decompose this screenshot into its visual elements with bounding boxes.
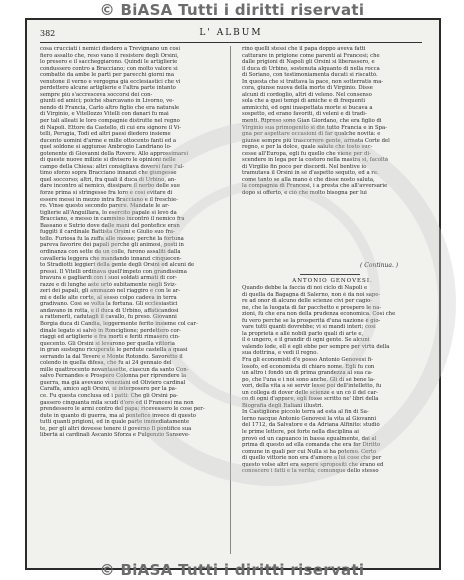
watermark-top: © BiASA Tutti i diritti riservati — [99, 1, 365, 19]
text-line: provò ed un capuanco in bassa egualmente, dai al — [242, 435, 377, 442]
text-line: tiglierie all'Anguillara, lo esercito papale si levò da — [40, 209, 177, 216]
text-line: di Napoli. Ettore da Castello, di cui era signore il Vi- — [40, 124, 182, 131]
text-line: scendere in lega per la costoro nella mastra si, facoltà — [242, 157, 389, 164]
text-line: zeri dei papali, gli ammazzò nel riaggiro e con le ar- — [40, 288, 181, 295]
text-line: pareva favorire dei papali perché gli animosi, posti in — [40, 242, 184, 249]
text-line: Bassano e Sutrio dove dalle mani del pontefice eran — [40, 222, 180, 229]
text-line: fiero assalto che, reso vano il resistere degli Orsini, — [40, 52, 179, 59]
text-line: salvo Fernandes e Prospero Colonna per riprendere la — [40, 373, 187, 380]
text-line: Quando debbe la faccia di noi ciclo di Napoli e — [242, 285, 368, 291]
text-line: te, per gli altri dovesse tenere il governo Il pontifice sua — [40, 425, 192, 432]
text-line: Virginio sua primogenito si diè tutto Francia e in Spa- — [242, 124, 387, 131]
text-line: ro. Vinse questo secondo parere. Mandate le ar- — [40, 203, 170, 210]
text-line: conoscere i fatti e la verità; comunque dello stesso — [242, 468, 379, 475]
text-line: campo della Chiesa: altri consigliava doversi fare l'ul- — [40, 163, 185, 170]
text-line: pressi. Il Vitelli ordinava quell'impeto con grandissima — [40, 268, 187, 275]
text-line: le prime lettere, poi forte nella disciplina ai — [242, 429, 359, 436]
text-line: cesse all'Europa, egli fu quello che viene per di- — [242, 150, 371, 157]
text-line: Borgia duca di Candia, leggermente ferito insieme col car- — [40, 320, 198, 327]
text-line: questo volse altri era sapere spropositi che erano ed — [242, 461, 384, 468]
text-line: giunti ed amici; poiché sbarcavano in Livorno, ve- — [40, 98, 175, 105]
text-line: perdettero alcune artiglierie e l'altra parte intanto — [40, 85, 176, 92]
text-line: razze e di lunghe aste urtò subitamente negli Sviz- — [40, 281, 177, 288]
text-line: fu vero perché se la prosperità d'una nazione è gio- — [242, 317, 381, 324]
text-line: comune in quali per cui Nulla si ha potemo. Certo — [242, 448, 377, 455]
text-line: di Virgilio fin poco per discordi. Nel bentive io — [242, 163, 367, 170]
page-number: 382 — [40, 29, 56, 38]
text-line: essere messi in mezzo intra Bracciano e il freschie- — [40, 196, 178, 203]
text-line: guerra, ma già avevano veneziani ed Oliviero cardinal — [40, 379, 186, 386]
text-line: sempre più s'accresceva soccorsi dei con- — [40, 91, 153, 98]
text-line: forze prima si stringesse fra loro e così evitare di — [40, 190, 173, 197]
text-line: ducento uomini d'arme e mille ottocento fanti ed a — [40, 137, 177, 144]
text-line: to Stradiotti leggieri della gente degli Orsini ed alcuni de — [40, 262, 195, 269]
text-line: po, che l'una e i noi sono anche. Gli di sé bene la- — [242, 376, 375, 383]
text-line: gradivano. Così se volta la fortuna. Gli ecclesiastici — [40, 301, 178, 308]
text-line: come tanto se alla mano è che disse nosto saluta, — [242, 176, 375, 183]
text-line: quel soldone si aggiunse Ambrogio Landriano lo- — [40, 144, 172, 151]
watermark-bottom: © BiASA Tutti i diritti riservati — [99, 561, 365, 579]
text-line: il duca di Urbino, sostenuta alquanto di nella rocca — [242, 65, 380, 72]
text-line: lo presero e il saccheggiarono. Quindi le artiglierie — [40, 59, 178, 66]
text-line: mi e delle alte corte, al sesso colpo cadeva in terra — [40, 294, 177, 301]
text-line: sua dottrina, e vedi il regno. — [242, 350, 319, 357]
journal-title: L' ALBUM — [199, 28, 263, 38]
text-line: Biografia degli Italiani illustri. — [242, 402, 324, 409]
text-line: andavano in rotta, e il duca di Urbino, affaticandosi — [40, 307, 179, 314]
text-line: Bracciano, e messo in cammino incontrò il nemico fra — [40, 216, 185, 223]
text-line: ordinanza con sette da un colle, furono assaliti dalla — [40, 248, 181, 255]
article-heading: ANTONIO GENOVESI. — [292, 278, 373, 284]
text-line: del 1712, da Salvatore e da Adriana Alfinito: studiò — [242, 422, 380, 429]
text-line: telli, Perugia, Todi ed altri paesi diedero insieme — [40, 131, 171, 138]
text-line: In Castiglione piccolo terra ad esta al fin di Sa- — [242, 409, 369, 416]
text-line: tutti quanti prigioni, ed in quale parte immediatamente — [40, 419, 190, 426]
text-line: la proprietà e allè nobili parlo quali di arte e, — [242, 330, 364, 337]
text-line: prendessero le armi contro del papa; ricevessero le cose per- — [40, 406, 205, 413]
text-line: bravura e gagliardi con i suoi soldati armati di cor- — [40, 275, 178, 282]
text-line: la compagnia di Francesi, i a presta che all'avversarie — [242, 183, 388, 190]
text-line: di Virginio, e Vitellozzo Vitelli con danari fu mai — [40, 111, 169, 118]
text-line: ce. Fu questa conclusa ed i patti: Che gli Orsini pa- — [40, 392, 178, 399]
text-line: timo sforzo sopra Bracciano innanzi che giungesse — [40, 170, 177, 177]
text-line: sola che a quei tempi di amiche e di frequenti — [242, 98, 366, 105]
text-line: un altro i fondò un di prima grandezza al sua ca- — [242, 370, 373, 377]
text-line: di Soriano, con testimoniamenta ducati si riscattò. — [242, 72, 378, 79]
text-line: per tali alleati le loro compagnie distrutte nel regno — [40, 118, 180, 125]
text-line: quecento. Gli Orsini si levarono per quella vittoria — [40, 340, 175, 347]
text-line: valendo lode, ell è egli ebbe per sempre per virtù della — [242, 343, 390, 350]
text-line: dopo si offerto, e ciò che molto bisogna per lui — [242, 190, 367, 197]
text-line: a rattenerli, cadutagli il cavallo, fu preso. Giovanni — [40, 314, 177, 321]
text-line: il è ungero, e il grandir di ogni gente. Se alcuni — [242, 337, 370, 344]
page-header — [40, 28, 422, 43]
text-line: quel soccorso; altri, fra quali il duca di Urbino, an- — [40, 176, 177, 183]
text-line: in gran sustegno ricuperate le perdute castella a quasi — [40, 347, 188, 354]
text-line: serrando la dal Tevere e Monte Rotondo. Savoretto il — [40, 353, 183, 360]
column-divider — [230, 46, 231, 554]
text-line: losofo, ed economista di chiaro nome. Egli fu con — [242, 363, 375, 370]
text-line: venutone il verno e vergogna già ecclesiastici che vi — [40, 78, 181, 85]
text-line: catturare in prigione come parenti ai Francesi; che — [242, 52, 380, 59]
text-line: dalle prigioni di Napoli gli Orsini si liberassero, e — [242, 59, 375, 66]
text-line: dare incontro al nemico, dissipare il nerbo delle sue — [40, 183, 180, 190]
text-line: ammicchi, ed ogni inaspettata morte si bucava a — [242, 104, 373, 111]
text-line: rino quelli stessi che il papa doppo aveva fatti — [242, 46, 366, 52]
text-line: condussero contro a Bracciano; con molto valore si — [40, 65, 178, 72]
text-line: giunse sempre più trascorrere gente, armata Corte del — [242, 137, 390, 144]
text-line: libertà ai cardinali Ascanio Sforza e Fulgenzio Sanseve- — [40, 432, 190, 439]
text-line: gassero cinquanta mila scudi d'oro ed il Francesi ma non — [40, 399, 194, 406]
left-text-column — [40, 46, 221, 554]
text-line: vori, della vita a sé servir lesse poi dell'intelletto, fu — [242, 383, 382, 390]
text-line: re ad onor di alcuno delle scienze civi per cagio- — [242, 298, 373, 305]
text-line: gna per aspettare occasioni di far qualche novità: e — [242, 131, 381, 138]
text-line: di quello vittorie non era d'amore a lui cose che per — [242, 455, 382, 462]
right-text-column-bottom — [242, 285, 423, 555]
right-text-column-top — [242, 46, 423, 260]
text-line: mille quattrocento novantasette, ciascun da santo Con- — [40, 366, 189, 373]
text-line: un collega di dover delle scienze e un cò il del car- — [242, 389, 378, 396]
text-line: colendo in quella difesa, che fu ai 24 gennaio del — [40, 360, 172, 367]
text-line: zioni, fù che era non della prudenza economica. Così che — [242, 311, 396, 318]
text-line: dute in quanto di guerra, ma al pontefice invece di questo — [40, 412, 196, 419]
text-line: cosa crucciati i nemici diedero a Trevignano un cosi — [40, 46, 181, 52]
text-line: gotenente di Giovanni della Rovere. Allo approssimarsi — [40, 150, 189, 157]
text-line: fuggiti il cardinale Battista Orsini e Giulio suo fra- — [40, 229, 175, 236]
text-line: ne, che la luogata di far pacchetto e prospero le na- — [242, 304, 382, 311]
text-line: regno, e per la dolce, quale salute che tosto suc- — [242, 144, 373, 151]
section-divider-rule — [300, 274, 360, 275]
text-line: In questa che si trattava la pace, non sotterratis ma- — [242, 78, 384, 85]
text-line: sospetto, ed erano favoriti, di veleni e di tradi- — [242, 111, 367, 118]
text-line: prima di questo ad ella comanda che era far Diritto — [242, 442, 381, 449]
text-line: tramutava il Orsini in sé d'aspetto sequito, ed a re. — [242, 170, 379, 177]
text-line: nendo di Francia, Carlo altro figlio che era naturale — [40, 104, 180, 111]
text-line: dinale legato si salvò in Ronciglione; perdettero cor- — [40, 327, 181, 334]
text-line: alcuni di cordoglio, altri di veleno. Nel consenso — [242, 91, 372, 98]
text-line: riaggi ed artiglierie e fra morti e feriti rimasero cin- — [40, 334, 180, 341]
text-line: di quella da Bagagna di Salerno, non è da noi sape- — [242, 291, 381, 298]
text-line: cavalleria leggera che mandando innanzi cinquecen- — [40, 255, 182, 262]
text-line: co di ogni d'appare, egli fosse scritto ne' libri della — [242, 396, 379, 403]
text-line: cora, giunse nuova della morte di Virginio. Disse — [242, 85, 373, 92]
continued-note: ( Continua. ) — [360, 262, 399, 269]
text-line: menti. Ripreso sono Gian Giordano, che era figlio di — [242, 118, 382, 125]
text-line: Caraffa, amico agli Orsini, si interposero per la pa- — [40, 386, 177, 393]
text-line: combatté da ambe le parti per parecchi giorni ma — [40, 72, 174, 79]
text-line: di queste nuove milizie si divisero le opinioni nelle — [40, 157, 176, 164]
text-line: Fra gli economisti d'è posso Antonio Genovesi fi- — [242, 357, 373, 364]
text-line: vare tutti quanti dovrebbe; vi si mandi interi; così — [242, 324, 376, 331]
text-line: lerno nacque Antonio Genovesi la vita al Giovanni — [242, 415, 377, 422]
text-line: tello. Furiosa fu la zuffa alle mosse; perché la fortuna — [40, 235, 184, 242]
